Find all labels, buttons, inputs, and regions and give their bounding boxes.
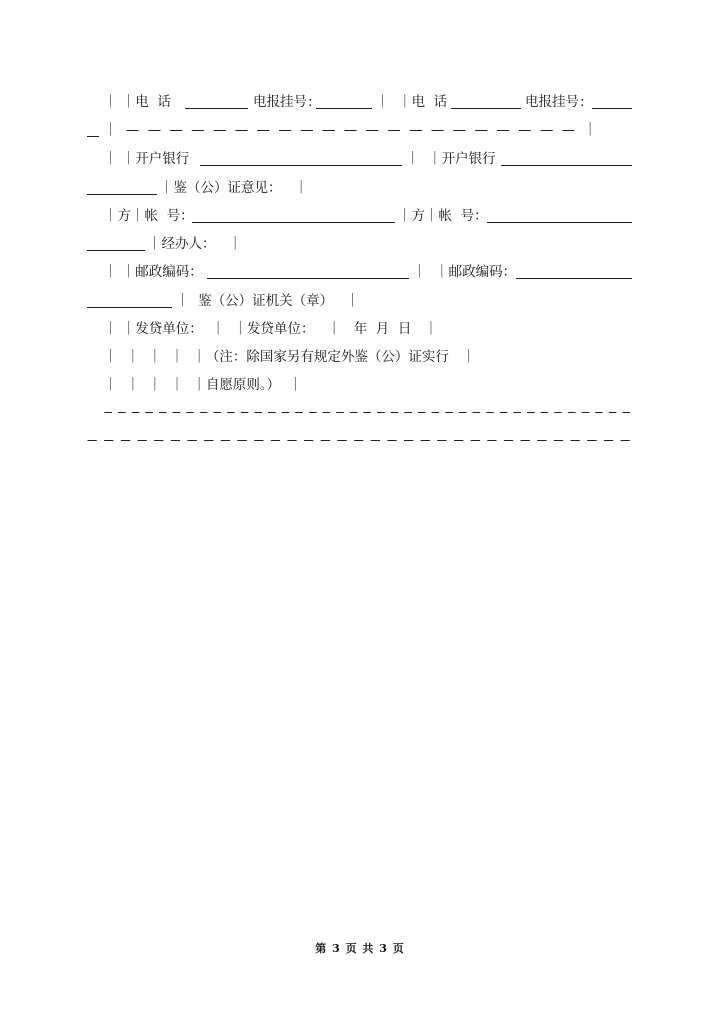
postcode-blank-continued	[87, 307, 172, 308]
page-number-footer: 第 3 页 共 3 页	[315, 942, 405, 955]
postcode-label-right: ｜ ｜邮政编码：	[413, 264, 517, 280]
telegraph-blank-left	[316, 108, 372, 109]
handler-label: ｜经办人： ｜	[148, 236, 242, 252]
telegraph-label-right: 电报挂号	[525, 94, 579, 110]
bottom-dashes-1: — — — — — — — — — — — — — — — — — — — — — — — — — — — — — — — — — — — — — — —	[104, 404, 632, 420]
phone-label-left: ｜ ｜电 话	[104, 94, 171, 110]
bank-label-left: ｜ ｜开户银行	[104, 151, 190, 167]
bank-blank-left	[200, 165, 402, 166]
bottom-dashes-2: — — — — — — — — — — — — — — — — — — — — — — — — — — — — — — — — —	[87, 432, 632, 448]
account-label-left: ｜方｜帐 号：	[104, 208, 194, 224]
notary-office-seal-label: ｜ 鉴（公）证机关（章） ｜	[176, 293, 360, 309]
postcode-blank-left	[207, 278, 409, 279]
note-text-2: ｜ ｜ ｜ ｜ ｜自愿原则。） ｜	[104, 377, 303, 393]
account-blank-right	[487, 222, 632, 223]
telegraph-label-left: 电报挂号	[253, 94, 307, 110]
bank-label-right: ｜ ｜开户银行	[406, 151, 496, 167]
postcode-blank-right	[516, 278, 632, 279]
phone-blank-left	[185, 108, 248, 109]
account-blank-left	[192, 222, 395, 223]
issuing-unit-and-date-label: ｜ ｜发贷单位： ｜ ｜发贷单位： ｜ 年 月 日 ｜	[104, 321, 438, 337]
note-text-1: ｜ ｜ ｜ ｜ ｜（注：除国家另有规定外鉴（公）证实行 ｜	[104, 349, 476, 365]
telegraph-blank-continued	[87, 136, 99, 137]
notarization-opinion-label: ｜鉴（公）证意见： ｜	[160, 180, 308, 196]
bank-blank-right	[501, 165, 632, 166]
bank-blank-continued	[87, 194, 157, 195]
separator-dashes: ｜ — — — — — — — — — — — — — — — — — — — — — ｜	[104, 122, 599, 138]
phone-label-right: ｜ ｜电 话	[376, 94, 448, 110]
account-label-right: ｜方｜帐 号：	[398, 208, 488, 224]
postcode-label-left: ｜ ｜邮政编码：	[104, 264, 203, 280]
account-blank-continued	[87, 250, 145, 251]
contact-phone-row: ｜ ｜电 话 电报挂号 : ｜ ｜电 话 电报挂号 :	[0, 93, 17, 309]
telegraph-blank-right	[592, 108, 632, 109]
phone-blank-right	[451, 108, 521, 109]
bottom-border-row-2	[0, 431, 632, 485]
